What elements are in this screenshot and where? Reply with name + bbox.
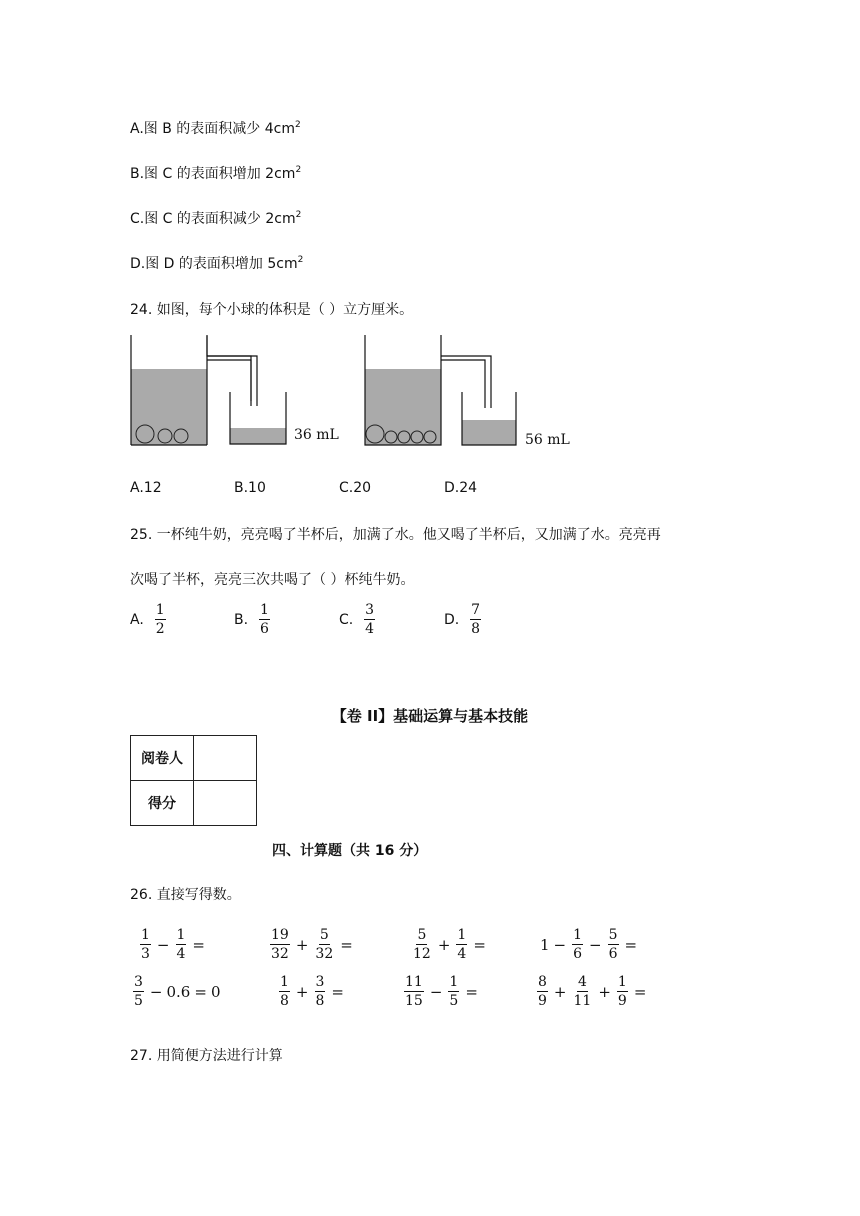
q25-stem-line1: 25. 一杯纯牛奶，亮亮喝了半杯后，加满了水。他又喝了半杯后，又加满了水。亮亮再 xyxy=(130,527,661,543)
q27-stem: 27. 用简便方法进行计算 xyxy=(130,1048,283,1064)
score-cell[interactable] xyxy=(194,781,257,826)
q26-expression-5: $\frac{3}{5}$ − 0.6 = 0 xyxy=(134,974,221,1009)
fraction: $\frac{1}{6}$ xyxy=(259,602,269,637)
q24-left-volume: 36 mL xyxy=(294,427,339,443)
section-title: 【卷 II】基础运算与基本技能 xyxy=(331,707,529,725)
q25-option-b: B. $\frac{1}{6}$ xyxy=(234,602,269,637)
q25-option-a: A. $\frac{1}{2}$ xyxy=(130,602,165,637)
q23-option-b: B.图 C 的表面积增加 $2cm^2$ xyxy=(130,165,302,182)
q26-expression-7: $\frac{11}{15}$ − $\frac{1}{5}$ = xyxy=(405,974,478,1009)
reviewer-label: 阅卷人 xyxy=(131,736,194,781)
q26-expression-3: $\frac{5}{12}$ + $\frac{1}{4}$ = xyxy=(413,927,486,962)
q24-option-a: A.12 xyxy=(130,480,162,496)
q26-expression-8: $\frac{8}{9}$ + $\frac{4}{11}$ + $\frac{1}{9}$ = xyxy=(538,974,647,1009)
q24-option-d: D.24 xyxy=(444,480,478,496)
fraction: $\frac{3}{4}$ xyxy=(365,602,375,637)
q24-stem: 24. 如图，每个小球的体积是（ ）立方厘米。 xyxy=(130,302,414,318)
q23-option-d: D.图 D 的表面积增加 $5cm^2$ xyxy=(130,255,304,272)
q23-option-a: A.图 B 的表面积减少 $4cm^2$ xyxy=(130,120,301,137)
fraction: $\frac{1}{2}$ xyxy=(155,602,165,637)
q24-option-b: B.10 xyxy=(234,480,266,496)
review-score-table xyxy=(130,735,257,826)
q26-expression-2: $\frac{19}{32}$ + $\frac{5}{32}$ = xyxy=(271,927,353,962)
reviewer-cell[interactable] xyxy=(194,736,257,781)
q26-expression-4: 1 − $\frac{1}{6}$ − $\frac{5}{6}$ = xyxy=(540,927,638,962)
score-label: 得分 xyxy=(131,781,194,826)
q24-right-volume: 56 mL xyxy=(525,432,570,448)
q25-option-c: C. $\frac{3}{4}$ xyxy=(339,602,375,637)
part-title: 四、计算题（共 16 分） xyxy=(272,843,428,859)
q26-stem: 26. 直接写得数。 xyxy=(130,887,241,903)
q23-option-c: C.图 C 的表面积减少 $2cm^2$ xyxy=(130,210,302,227)
fraction: $\frac{7}{8}$ xyxy=(471,602,481,637)
q25-stem-line2: 次喝了半杯，亮亮三次共喝了（ ）杯纯牛奶。 xyxy=(130,572,415,588)
q26-expression-6: $\frac{1}{8}$ + $\frac{3}{8}$ = xyxy=(280,974,344,1009)
q26-expression-1: $\frac{1}{3}$ − $\frac{1}{4}$ = xyxy=(141,927,205,962)
q24-option-c: C.20 xyxy=(339,480,372,496)
q25-option-d: D. $\frac{7}{8}$ xyxy=(444,602,481,637)
